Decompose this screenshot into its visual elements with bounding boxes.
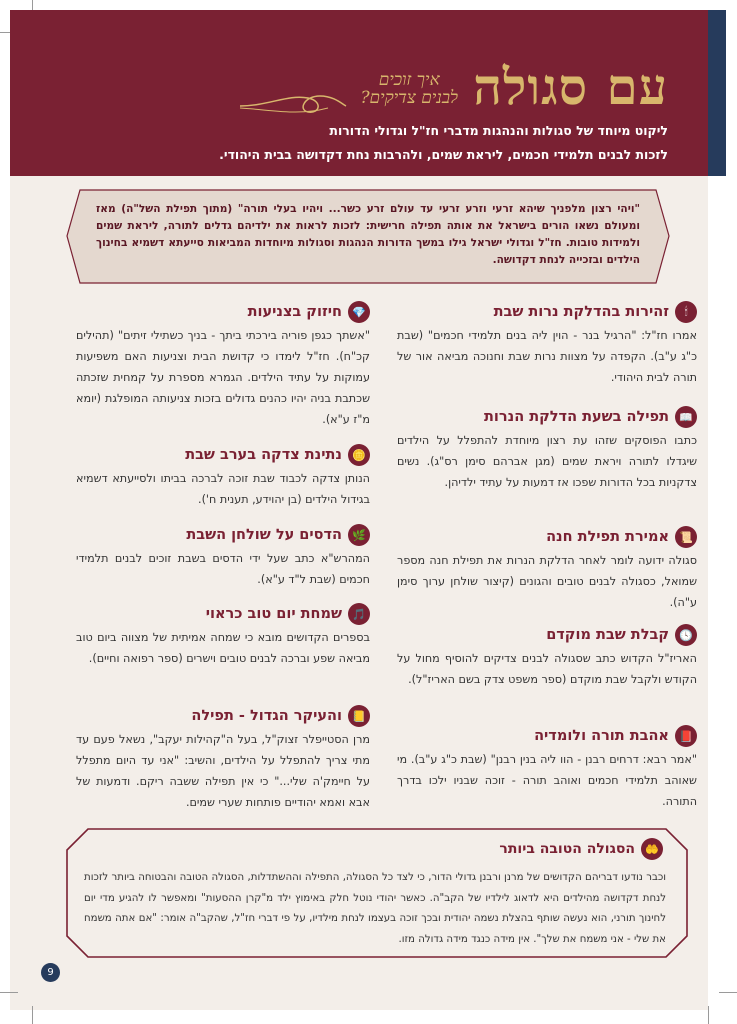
section-title: תפילה בשעת הדלקת הנרות <box>484 409 669 425</box>
section-chana-prayer <box>397 525 697 613</box>
section-title: זהירות בהדלקת נרות שבת <box>493 304 669 320</box>
bottom-text: וכבר נודעו דבריהם הקדושים של מרנן ורבנן גדולי הדור, כי לצד כל הסגולה, התפילה וההשתדלות, הסגולה הטובה והבטוחה ביותר לזכות לנחת דקדושה מהילדים היא לדאוג לילדיו של הקב"ה. כאשר יהודי נוטל חלק באימוץ ילד מ"קרן ההסעות" ומאפשר לו להגיע מדי יום לחינוך תורני, הוא נעשה שותף בהצלת נשמה יהודית ובכך זוכה בעצמו לנחת מילדיו, על פי דברי חז"ל, שהקב"ה אומר: "אם אתה משמח את שלי - אני משמח את שלך". אין מידה כנגד מידה גדולה מזו. <box>84 872 666 945</box>
section-title: הדסים על שולחן השבת <box>186 527 342 543</box>
page-title: עם סגולה <box>473 57 668 116</box>
section-title: נתינת צדקה בערב שבת <box>185 447 342 463</box>
flourish-ornament <box>238 84 348 124</box>
scroll-icon: 📜 <box>675 526 697 548</box>
section-prayer <box>76 704 370 813</box>
section-body: סגולה ידועה לומר לאחר הדלקת הנרות את תפילת חנה מספר שמואל, כסגולה לבנים טובים והגונים (קיצור שולחן ערוך סימן ע"ה). <box>397 554 697 609</box>
subtitle-line-2: לבנים צדיקים? <box>360 87 458 108</box>
section-love-torah <box>397 724 697 812</box>
section-title: אהבת תורה ולומדיה <box>534 728 669 744</box>
section-shabbat-candles <box>397 300 697 388</box>
section-body: מרן הסטייפלר זצוק"ל, בעל ה"קהילות יעקב", נשאל פעם עד מתי צריך להתפלל על הילדים, והשיב: "אני עד היום מתפלל על חיימק'ה שלי..." כי אין תפילה ששבה ריקם. ודמעות של אבא ואמא יהודיים פותחות שערי שמים. <box>76 733 370 809</box>
crop-mark <box>32 1006 33 1024</box>
section-title: חיזוק בצניעות <box>247 304 342 320</box>
clock-icon: 🕓 <box>675 624 697 646</box>
section-body: המהרש"א כתב שעל ידי הדסים בשבת זוכים לבנים תלמידי חכמים (שבת ל"ד ע"א). <box>76 552 370 586</box>
section-title: קבלת שבת מוקדם <box>546 627 669 643</box>
section-charity <box>76 443 370 510</box>
hand-icon: 🤲 <box>641 838 663 860</box>
torah-icon: 📕 <box>675 725 697 747</box>
section-body: "אמר רבא: דרחים רבנן - הוו ליה בנין רבנן" (שבת כ"ג ע"ב). מי שאוהב תלמידי חכמים ואוהב תורה - זוכה שבניו ילכו בדרך התורה. <box>397 753 697 808</box>
subtitle-line-1: איך זוכים <box>378 70 440 90</box>
myrtle-icon: 🌿 <box>348 524 370 546</box>
section-body: אמרו חז"ל: "הרגיל בנר - הוין ליה בנים תלמידי חכמים" (שבת כ"ג ע"ב). הקפדה על מצוות נרות שבת וחנוכה מביאה אור של תורה לבית היהודי. <box>397 329 697 384</box>
section-body: האריז"ל הקדוש כתב שסגולה לבנים צדיקים להוסיף מחול על הקודש ולקבל שבת מוקדם (ספר משפט צדק בשם האריז"ל). <box>397 652 697 686</box>
charity-icon: 🪙 <box>348 444 370 466</box>
header-line-1: ליקוט מיוחד של סגולות והנהגות מדברי חז"ל וגדולי הדורות <box>329 123 668 138</box>
header-banner <box>10 10 708 176</box>
bottom-title: הסגולה הטובה ביותר <box>499 841 635 857</box>
intro-text: "ויהי רצון מלפניך שיהא זרעי וזרע זרעי עד עולם זרע כשר... ויהיו בעלי תורה" (מתוך תפילת השל"ה) מאז ומעולם נשאו הורים בישראל את אותה תפילה חרישית: לזכות לראות את ילדיהם גדלים לתורה, ליראת שמים ולמידות טובות. חז"ל וגדולי ישראל גילו במשך הדורות הנהגות וסגולות מיוחדות המביאות סייעתא דשמיא בחינוך הילדים ובזכייה לנחת דקדושה. <box>96 203 640 266</box>
section-title: והעיקר הגדול - תפילה <box>191 708 342 724</box>
diamond-icon: 💎 <box>348 301 370 323</box>
page-number: 9 <box>41 963 60 982</box>
crop-mark <box>719 992 737 993</box>
section-body: כתבו הפוסקים שזהו עת רצון מיוחדת להתפלל על הילדים שיגדלו לתורה ויראת שמים (מגן אברהם סימן רס"ג). נשים צדקניות בכל הדורות שפכו אז דמעות על עתיד ילדיהן. <box>397 434 697 489</box>
section-holiday-joy <box>76 602 370 669</box>
section-early-shabbat <box>397 623 697 690</box>
section-title: אמירת תפילת חנה <box>546 529 669 545</box>
section-candle-prayer <box>397 405 697 493</box>
crop-mark <box>708 1006 709 1024</box>
bottom-heading <box>499 838 663 860</box>
bottom-box <box>66 828 688 958</box>
header-line-2: לזכות לבנים תלמידי חכמים, ליראת שמים, ולהרבות נחת דקדושה בבית היהודי. <box>219 147 668 162</box>
book-icon: 📖 <box>675 406 697 428</box>
crop-mark <box>0 992 18 993</box>
candles-icon: 🕯 <box>675 301 697 323</box>
section-myrtle <box>76 523 370 590</box>
section-body: הנותן צדקה לכבוד שבת זוכה לברכה בביתו ולסייעתא דשמיא בגידול הילדים (בן יהוידע, תענית ח'). <box>76 472 370 506</box>
side-color-strip <box>708 10 726 176</box>
section-title: שמחת יום טוב כראוי <box>205 606 342 622</box>
section-body: "אשתך כגפן פוריה בירכתי ביתך - בניך כשתילי זיתים" (תהילים קכ"ח). חז"ל לימדו כי קדושת הבית וצניעות האם משפיעות עמוקות על עתיד הילדים. הגמרא מספרת על קמחית שזכתה שכתבת בניה יהיו כהנים גדולים בזכות צניעותה המופלגת (יומא מ"ז ע"א). <box>76 329 370 426</box>
prayer-book-icon: 📒 <box>348 705 370 727</box>
page-subtitle <box>360 72 458 108</box>
section-modesty <box>76 300 370 430</box>
section-body: בספרים הקדושים מובא כי שמחה אמיתית של מצווה ביום טוב מביאה שפע וברכה לבנים טובים וישרים (ספר רפואה וחיים). <box>76 631 370 665</box>
music-icon: 🎵 <box>348 603 370 625</box>
intro-box <box>66 189 670 284</box>
